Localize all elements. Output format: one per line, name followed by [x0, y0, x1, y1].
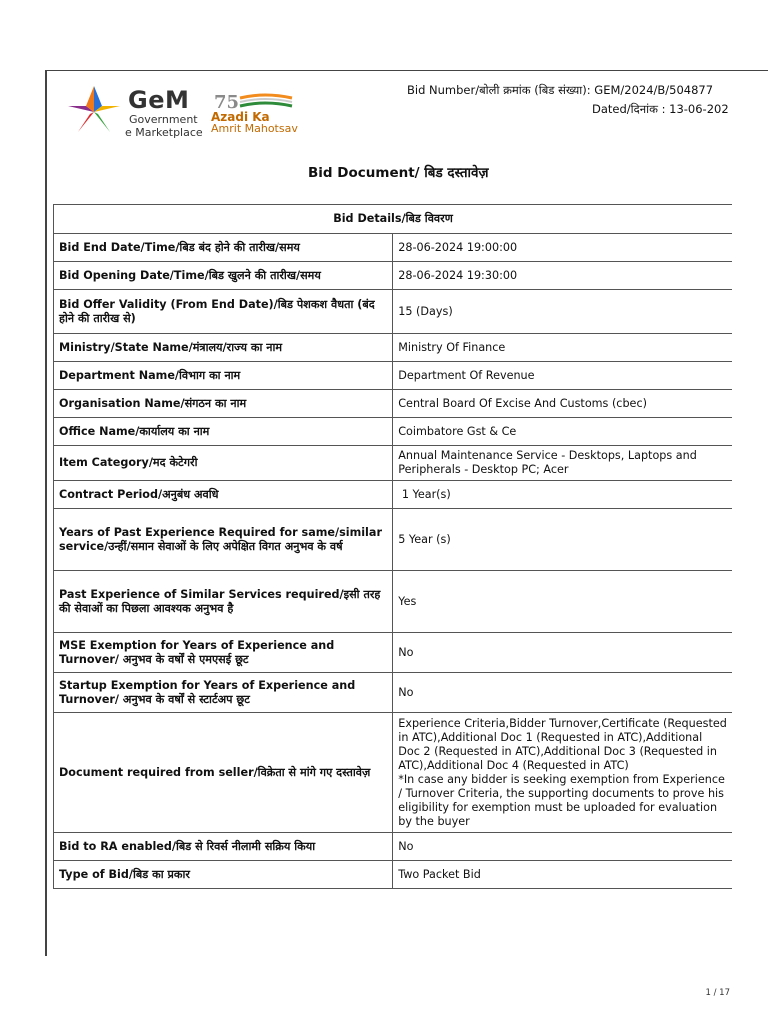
dated	[592, 102, 729, 117]
page-number: 1 / 17	[705, 988, 730, 998]
row-value: 28-06-2024 19:30:00	[393, 262, 732, 290]
row-label: Bid Offer Validity (From End Date)/बिड पेशकश वैधता (बंद होने की तारीख से)	[54, 290, 393, 334]
row-label: Ministry/State Name/मंत्रालय/राज्य का नाम	[54, 334, 393, 362]
table-row	[54, 509, 733, 571]
row-label: MSE Exemption for Years of Experience and Turnover/ अनुभव के वर्षों से एमएसई छूट	[54, 633, 393, 673]
row-value: 15 (Days)	[393, 290, 732, 334]
row-label: Organisation Name/संगठन का नाम	[54, 390, 393, 418]
table-row	[54, 390, 733, 418]
row-value: 28-06-2024 19:00:00	[393, 234, 732, 262]
row-label: Department Name/विभाग का नाम	[54, 362, 393, 390]
table-row	[54, 571, 733, 633]
bid-details-table	[53, 204, 732, 889]
row-value: Yes	[393, 571, 732, 633]
row-value: No	[393, 673, 732, 713]
row-label: Document required from seller/विक्रेता से मांगे गए दस्तावेज़	[54, 713, 393, 833]
row-value: Two Packet Bid	[393, 861, 732, 889]
table-row	[54, 290, 733, 334]
table-row	[54, 633, 733, 673]
row-label: Years of Past Experience Required for same/similar service/उन्हीं/समान सेवाओं के लिए अपेक्षित विगत अनुभव के वर्ष	[54, 509, 393, 571]
table-row	[54, 262, 733, 290]
table-row	[54, 446, 733, 481]
table-row	[54, 234, 733, 262]
row-value: Annual Maintenance Service - Desktops, Laptops and Peripherals - Desktop PC; Acer	[393, 446, 732, 481]
row-label: Item Category/मद केटेगरी	[54, 446, 393, 481]
azadi-line2: Amrit Mahotsav	[211, 122, 298, 135]
bid-number-label: Bid Number/बोली क्रमांक (बिड संख्या):	[407, 83, 591, 97]
row-label: Past Experience of Similar Services required/इसी तरह की सेवाओं का पिछला आवश्यक अनुभव है	[54, 571, 393, 633]
table-row	[54, 418, 733, 446]
document-title: Bid Document/ बिड दस्तावेज़	[308, 165, 489, 181]
gem-subtitle-government: Government	[129, 113, 198, 126]
table-row	[54, 362, 733, 390]
row-label: Bid to RA enabled/बिड से रिवर्स नीलामी सक्रिय किया	[54, 833, 393, 861]
table-heading: Bid Details/बिड विवरण	[54, 205, 733, 234]
row-value: No	[393, 833, 732, 861]
row-label: Bid Opening Date/Time/बिड खुलने की तारीख/समय	[54, 262, 393, 290]
row-label: Office Name/कार्यालय का नाम	[54, 418, 393, 446]
table-row	[54, 861, 733, 889]
gem-subtitle-marketplace: e Marketplace	[125, 126, 203, 139]
svg-text:75: 75	[214, 92, 240, 113]
bid-number	[407, 83, 713, 98]
azadi-line1: Azadi Ka	[211, 110, 270, 124]
table-row	[54, 833, 733, 861]
table-row	[54, 713, 733, 833]
table-row	[54, 481, 733, 509]
row-label: Type of Bid/बिड का प्रकार	[54, 861, 393, 889]
row-value: Central Board Of Excise And Customs (cbec)	[393, 390, 732, 418]
row-value: Ministry Of Finance	[393, 334, 732, 362]
row-value: Experience Criteria,Bidder Turnover,Certificate (Requested in ATC),Additional Doc 1 (Requested in ATC),Additional Doc 2 (Requested in ATC),Additional Doc 3 (Requested in ATC),Additional Doc 4 (Requested in ATC) *In case any bidder is seeking exemption from Experience / Turnover Criteria, the supporting documents to prove his eligibility for exemption must be uploaded for evaluation by the buyer	[393, 713, 732, 833]
row-value: Department Of Revenue	[393, 362, 732, 390]
table-row	[54, 334, 733, 362]
dated-value: 13-06-202	[669, 102, 729, 116]
bid-number-value: GEM/2024/B/504877	[594, 83, 714, 97]
table-heading-row	[54, 205, 733, 234]
row-value: Coimbatore Gst & Ce	[393, 418, 732, 446]
gem-title: GeM	[128, 86, 190, 114]
row-value: 5 Year (s)	[393, 509, 732, 571]
row-value: No	[393, 633, 732, 673]
table-row	[54, 673, 733, 713]
row-value: 1 Year(s)	[393, 481, 732, 509]
row-label: Contract Period/अनुबंध अवधि	[54, 481, 393, 509]
row-label: Bid End Date/Time/बिड बंद होने की तारीख/समय	[54, 234, 393, 262]
row-label: Startup Exemption for Years of Experience and Turnover/ अनुभव के वर्षों से स्टार्टअप छूट	[54, 673, 393, 713]
dated-label: Dated/दिनांक :	[592, 102, 666, 116]
